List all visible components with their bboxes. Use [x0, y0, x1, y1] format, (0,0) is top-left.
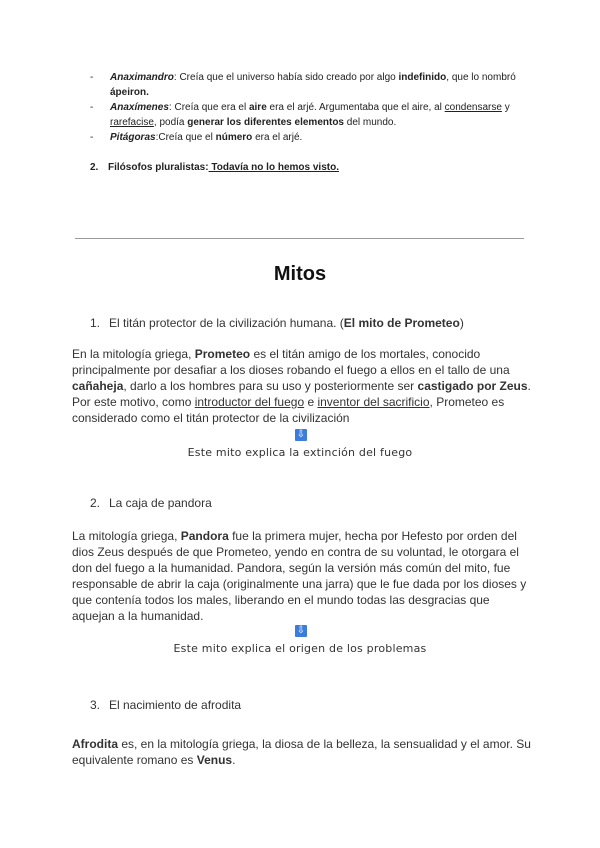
list-item: - Anaximandro: Creía que el universo había sido creado por algo indefinido, que lo nombró ápeiron. [90, 70, 540, 100]
horizontal-divider [75, 238, 524, 239]
down-arrow-icon: ⇩ [296, 625, 306, 636]
pluralists-item: 2. Filósofos pluralistas: Todavía no lo hemos visto. [90, 162, 339, 173]
philosopher-name: Anaximandro [110, 72, 174, 83]
section-heading-afrodita: 3. El nacimiento de afrodita [90, 698, 242, 712]
page-title: Mitos [273, 263, 327, 285]
section-heading-prometeo: 1. El titán protector de la civilización humana. (El mito de Prometeo) [90, 316, 464, 330]
philosopher-name: Anaxímenes [110, 102, 169, 113]
down-arrow-icon: ⇩ [296, 429, 306, 440]
list-item: - Anaxímenes: Creía que era el aire era el arjé. Argumentaba que el aire, al condensarse y rarefacise, podía generar los diferentes elementos del mundo. [90, 100, 540, 130]
paragraph-afrodita: Afrodita es, en la mitología griega, la diosa de la belleza, la sensualidad y el amor. Su equivalente romano es Venus. [72, 737, 531, 767]
link-text[interactable]: rarefacise [110, 117, 154, 128]
paragraph-pandora: La mitología griega, Pandora fue la primera mujer, hecha por Hefesto por orden del dios Zeus después de que Prometeo, yendo en contra de su voluntad, le otorgara el don del fuego a la humanidad. Pandora, según la versión más común del mito, fue responsable de abrir la caja (originalmente una jarra) que le fue dada por los dioses y que contenía todos los males, liberando en el mundo todas las desgracias que aquejan a la humanidad. [72, 529, 527, 623]
philosopher-name: Pitágoras [110, 132, 156, 143]
philosophers-list [90, 70, 540, 145]
list-item: - Pitágoras:Creía que el número era el arjé. [90, 130, 540, 145]
paragraph-prometeo: En la mitología griega, Prometeo es el titán amigo de los mortales, conocido principalmente por desafiar a los dioses robando el fuego a ellos en el tallo de una cañaheja, darlo a los hombres para su uso y posteriormente ser castigado por Zeus. Por este motivo, como introductor del fuego e inventor del sacrificio, Prometeo es considerado como el titán protector de la civilización [72, 347, 531, 425]
myth-note: Este mito explica el origen de los problemas [173, 642, 427, 655]
link-text[interactable]: introductor del fuego [194, 395, 305, 409]
section-heading-pandora: 2. La caja de pandora [90, 496, 212, 510]
link-text[interactable]: inventor del sacrificio [317, 395, 430, 409]
link-text[interactable]: condensarse [444, 102, 502, 113]
myth-note: Este mito explica la extinción del fuego [187, 446, 413, 459]
